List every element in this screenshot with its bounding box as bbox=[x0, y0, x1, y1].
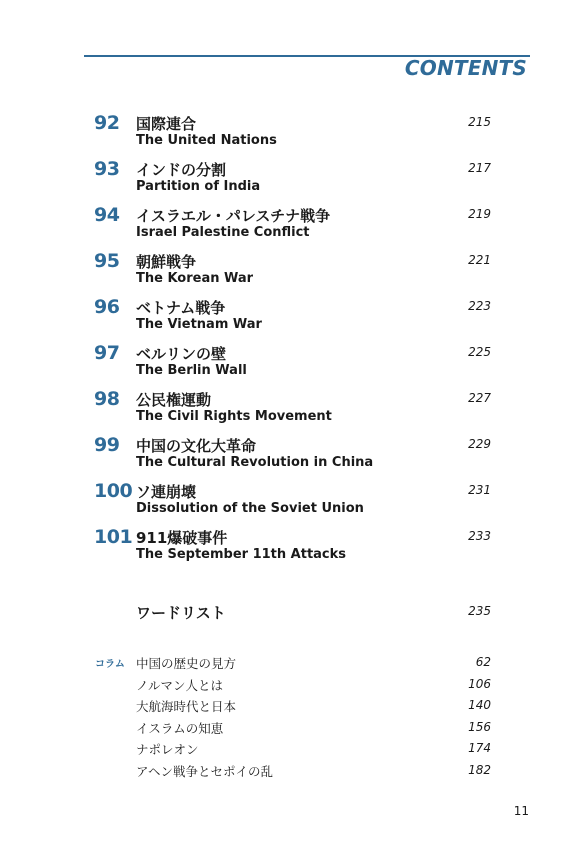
toc-entry[interactable] bbox=[0, 248, 587, 294]
entry-page: 227 bbox=[468, 391, 491, 405]
toc-entry[interactable] bbox=[0, 294, 587, 340]
entry-title-en: The Berlin Wall bbox=[136, 363, 247, 378]
entry-number: 99 bbox=[94, 434, 120, 456]
column-title: ノルマン人とは bbox=[136, 677, 224, 693]
toc-entry[interactable] bbox=[0, 202, 587, 248]
entry-number: 93 bbox=[94, 158, 120, 180]
entry-title-jp: 公民権運動 bbox=[136, 391, 212, 409]
column-item[interactable] bbox=[0, 760, 587, 782]
page-title: CONTENTS bbox=[404, 56, 527, 80]
entry-number: 96 bbox=[94, 296, 120, 318]
entry-title-jp: 中国の文化大革命 bbox=[136, 437, 257, 455]
entry-page: 221 bbox=[468, 253, 491, 267]
entry-title-en: Israel Palestine Conflict bbox=[136, 225, 310, 240]
wordlist-label: ワードリスト bbox=[136, 604, 226, 622]
entry-title-jp: 国際連合 bbox=[136, 115, 197, 133]
entry-title-en: The Civil Rights Movement bbox=[136, 409, 332, 424]
wordlist-page: 235 bbox=[468, 604, 491, 618]
column-section bbox=[0, 652, 587, 782]
toc-entry[interactable] bbox=[0, 110, 587, 156]
entry-number: 92 bbox=[94, 112, 120, 134]
entry-title-en: Dissolution of the Soviet Union bbox=[136, 501, 364, 516]
column-page: 182 bbox=[468, 762, 491, 777]
entry-title-jp: ベトナム戦争 bbox=[136, 299, 226, 317]
toc-entry[interactable] bbox=[0, 478, 587, 524]
entry-title-jp: ベルリンの壁 bbox=[136, 345, 227, 363]
wordlist-entry[interactable] bbox=[0, 600, 587, 624]
column-page: 140 bbox=[468, 698, 491, 713]
entry-title-jp: インドの分割 bbox=[136, 161, 227, 179]
entry-page: 225 bbox=[468, 345, 491, 359]
column-item[interactable] bbox=[0, 674, 587, 696]
entry-title-jp: 911爆破事件 bbox=[136, 529, 228, 547]
column-item[interactable] bbox=[0, 717, 587, 739]
toc-entry[interactable] bbox=[0, 524, 587, 570]
column-item[interactable] bbox=[0, 695, 587, 717]
column-tag: コラム bbox=[95, 659, 125, 670]
column-page: 106 bbox=[468, 676, 491, 691]
entry-title-jp: ソ連崩壊 bbox=[136, 483, 197, 501]
entry-page: 223 bbox=[468, 299, 491, 313]
column-page: 62 bbox=[475, 655, 491, 669]
entry-page: 219 bbox=[468, 207, 491, 221]
toc-entry[interactable] bbox=[0, 156, 587, 202]
entry-title-en: The Cultural Revolution in China bbox=[136, 455, 374, 470]
entry-title-jp: イスラエル・パレスチナ戦争 bbox=[136, 207, 331, 225]
entry-title-en: Partition of India bbox=[136, 179, 261, 194]
entry-page: 233 bbox=[468, 529, 491, 543]
column-title: ナポレオン bbox=[136, 742, 199, 758]
entry-number: 98 bbox=[94, 388, 120, 410]
entry-title-en: The September 11th Attacks bbox=[136, 547, 347, 562]
entry-number: 101 bbox=[94, 526, 133, 548]
column-page: 156 bbox=[468, 719, 491, 734]
entry-title-en: The United Nations bbox=[136, 133, 277, 148]
column-title: イスラムの知恵 bbox=[136, 720, 224, 736]
entry-number: 100 bbox=[94, 480, 133, 502]
entry-number: 97 bbox=[94, 342, 120, 364]
toc-entry[interactable] bbox=[0, 386, 587, 432]
page-number: 11 bbox=[513, 804, 529, 818]
entry-title-en: The Korean War bbox=[136, 271, 254, 286]
column-item[interactable] bbox=[0, 652, 587, 674]
toc-entry[interactable] bbox=[0, 432, 587, 478]
entry-page: 217 bbox=[468, 161, 491, 175]
column-page: 174 bbox=[468, 741, 491, 756]
column-item[interactable] bbox=[0, 738, 587, 760]
entry-number: 95 bbox=[94, 250, 120, 272]
entry-page: 231 bbox=[468, 483, 491, 497]
entry-number: 94 bbox=[94, 204, 120, 226]
column-title: 中国の歴史の見方 bbox=[136, 656, 237, 671]
entry-page: 215 bbox=[468, 115, 491, 129]
column-title: アヘン戦争とセポイの乱 bbox=[136, 763, 274, 779]
toc-entry[interactable] bbox=[0, 340, 587, 386]
column-title: 大航海時代と日本 bbox=[136, 699, 237, 715]
entry-title-jp: 朝鮮戦争 bbox=[136, 253, 197, 271]
entry-page: 229 bbox=[468, 437, 491, 451]
toc-list bbox=[0, 110, 587, 570]
entry-title-en: The Vietnam War bbox=[136, 317, 262, 332]
